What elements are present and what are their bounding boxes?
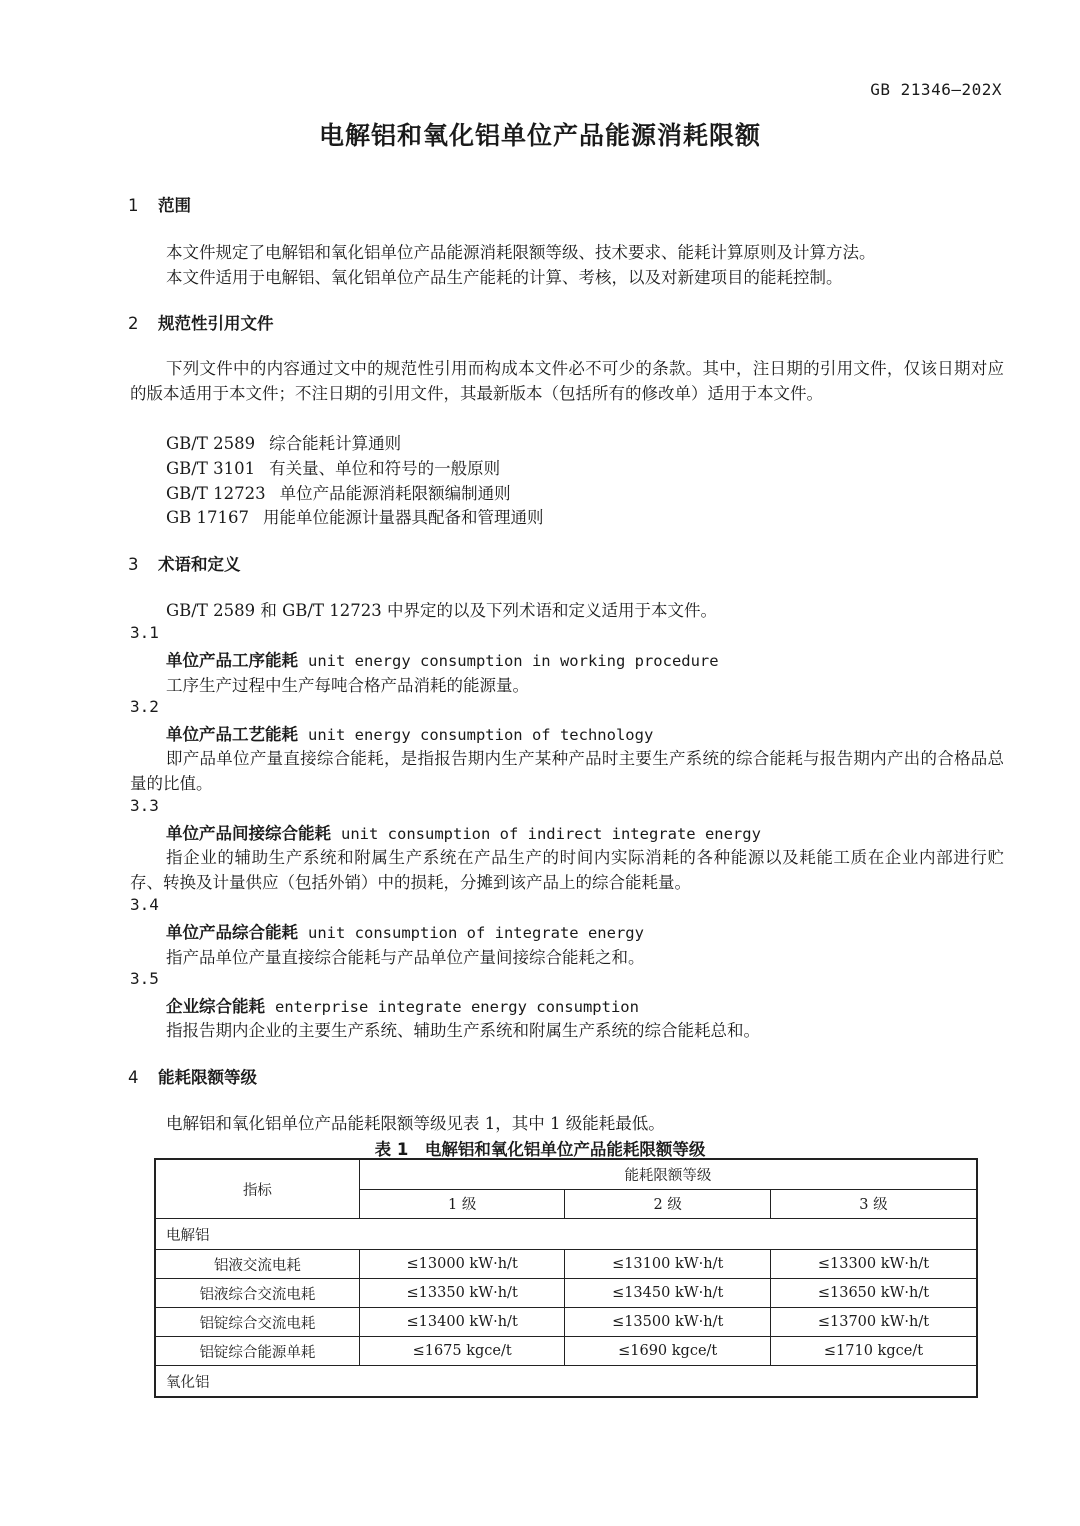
row-label: 铝液综合交流电耗 [155,1279,359,1308]
scope-paragraph-2: 本文件适用于电解铝、氧化铝单位产品生产能耗的计算、考核，以及对新建项目的能耗控制。 [166,268,843,287]
section-number: 3 [128,555,139,574]
term-name [166,820,761,844]
reference-code: GB/T 12723 [166,484,266,503]
reference-code: GB 17167 [166,508,250,527]
term-definition: 即产品单位产量直接综合能耗，是指报告期内生产某种产品时主要生产系统的综合能耗与报告期内产出的合格品总量的比值。 [130,749,1004,793]
section-number: 2 [128,314,139,333]
group-row-alumina: 氧化铝 [155,1366,977,1398]
term-number: 3.3 [130,796,159,815]
cell-grade-1: ≤1675 kgce/t [359,1337,565,1366]
terms-intro: GB/T 2589 和 GB/T 12723 中界定的以及下列术语和定义适用于本文件。 [166,601,717,620]
section-4-heading [128,1064,257,1088]
scope-paragraph-1: 本文件规定了电解铝和氧化铝单位产品能源消耗限额等级、技术要求、能耗计算原则及计算方法。 [166,243,876,262]
section-number: 1 [128,196,139,215]
cell-grade-2: ≤1690 kgce/t [565,1337,771,1366]
energy-limit-table [154,1158,978,1398]
term-number: 3.2 [130,697,159,716]
term-name-zh: 企业综合能耗 [166,997,265,1016]
header-grade-3: 3 级 [770,1189,977,1219]
term-name-zh: 单位产品间接综合能耗 [166,824,331,843]
term-name [166,919,644,943]
reference-item [166,504,544,528]
reference-code: GB/T 2589 [166,434,256,453]
term-number: 3.1 [130,623,159,642]
grades-intro: 电解铝和氧化铝单位产品能耗限额等级见表 1，其中 1 级能耗最低。 [166,1114,665,1133]
section-1-heading [128,192,191,216]
header-indicator: 指标 [155,1159,359,1219]
cell-grade-1: ≤13350 kW·h/t [359,1279,565,1308]
term-definition: 工序生产过程中生产每吨合格产品消耗的能源量。 [166,676,529,695]
cell-grade-3: ≤13300 kW·h/t [770,1250,977,1279]
term-name-en: enterprise integrate energy consumption [275,998,639,1016]
cell-grade-2: ≤13100 kW·h/t [565,1250,771,1279]
references-intro: 下列文件中的内容通过文中的规范性引用而构成本文件必不可少的条款。其中，注日期的引用文件，仅该日期对应的版本适用于本文件；不注日期的引用文件，其最新版本（包括所有的修改单）适用于本文件。 [130,359,1004,403]
section-3-heading [128,551,241,575]
term-name-en: unit energy consumption in working procedure [308,652,719,670]
reference-name: 有关量、单位和符号的一般原则 [269,459,501,478]
section-title: 能耗限额等级 [158,1068,257,1087]
table-caption: 表 1 电解铝和氧化铝单位产品能耗限额等级 [374,1140,706,1159]
section-2-heading [128,310,274,334]
table-row [155,1308,977,1337]
cell-grade-3: ≤13650 kW·h/t [770,1279,977,1308]
document-title: 电解铝和氧化铝单位产品能源消耗限额 [318,121,761,150]
reference-item [166,480,511,504]
term-name-en: unit consumption of integrate energy [308,924,644,942]
term-number: 3.5 [130,969,159,988]
header-grade-group: 能耗限额等级 [359,1159,977,1189]
term-definition: 指产品单位产量直接综合能耗与产品单位产量间接综合能耗之和。 [166,948,645,967]
header-grade-2: 2 级 [565,1189,771,1219]
term-name [166,993,639,1017]
row-label: 铝锭综合交流电耗 [155,1308,359,1337]
header-grade-1: 1 级 [359,1189,565,1219]
term-definition: 指报告期内企业的主要生产系统、辅助生产系统和附属生产系统的综合能耗总和。 [166,1021,760,1040]
section-title: 规范性引用文件 [158,314,274,333]
term-number: 3.4 [130,895,159,914]
reference-name: 单位产品能源消耗限额编制通则 [279,484,511,503]
cell-grade-2: ≤13450 kW·h/t [565,1279,771,1308]
table-row [155,1250,977,1279]
reference-item [166,430,401,454]
reference-code: GB/T 3101 [166,459,256,478]
table-row [155,1279,977,1308]
table-row [155,1337,977,1366]
group-row-electrolytic-aluminum: 电解铝 [155,1219,977,1250]
standard-code: GB 21346—202X [870,80,1002,99]
reference-name: 综合能耗计算通则 [269,434,402,453]
term-name-zh: 单位产品工序能耗 [166,651,298,670]
cell-grade-3: ≤1710 kgce/t [770,1337,977,1366]
cell-grade-1: ≤13000 kW·h/t [359,1250,565,1279]
reference-item [166,455,500,479]
section-title: 术语和定义 [158,555,241,574]
row-label: 铝锭综合能源单耗 [155,1337,359,1366]
cell-grade-1: ≤13400 kW·h/t [359,1308,565,1337]
term-name-zh: 单位产品工艺能耗 [166,725,298,744]
term-name [166,721,653,745]
section-number: 4 [128,1068,139,1087]
term-definition: 指企业的辅助生产系统和附属生产系统在产品生产的时间内实际消耗的各种能源以及耗能工质在企业内部进行贮存、转换及计量供应（包括外销）中的损耗，分摊到该产品上的综合能耗量。 [130,848,1004,892]
cell-grade-3: ≤13700 kW·h/t [770,1308,977,1337]
term-name [166,647,719,671]
term-name-en: unit consumption of indirect integrate energy [341,825,761,843]
term-name-en: unit energy consumption of technology [308,726,654,744]
row-label: 铝液交流电耗 [155,1250,359,1279]
cell-grade-2: ≤13500 kW·h/t [565,1308,771,1337]
reference-name: 用能单位能源计量器具配备和管理通则 [263,508,544,527]
term-name-zh: 单位产品综合能耗 [166,923,298,942]
section-title: 范围 [158,196,191,215]
